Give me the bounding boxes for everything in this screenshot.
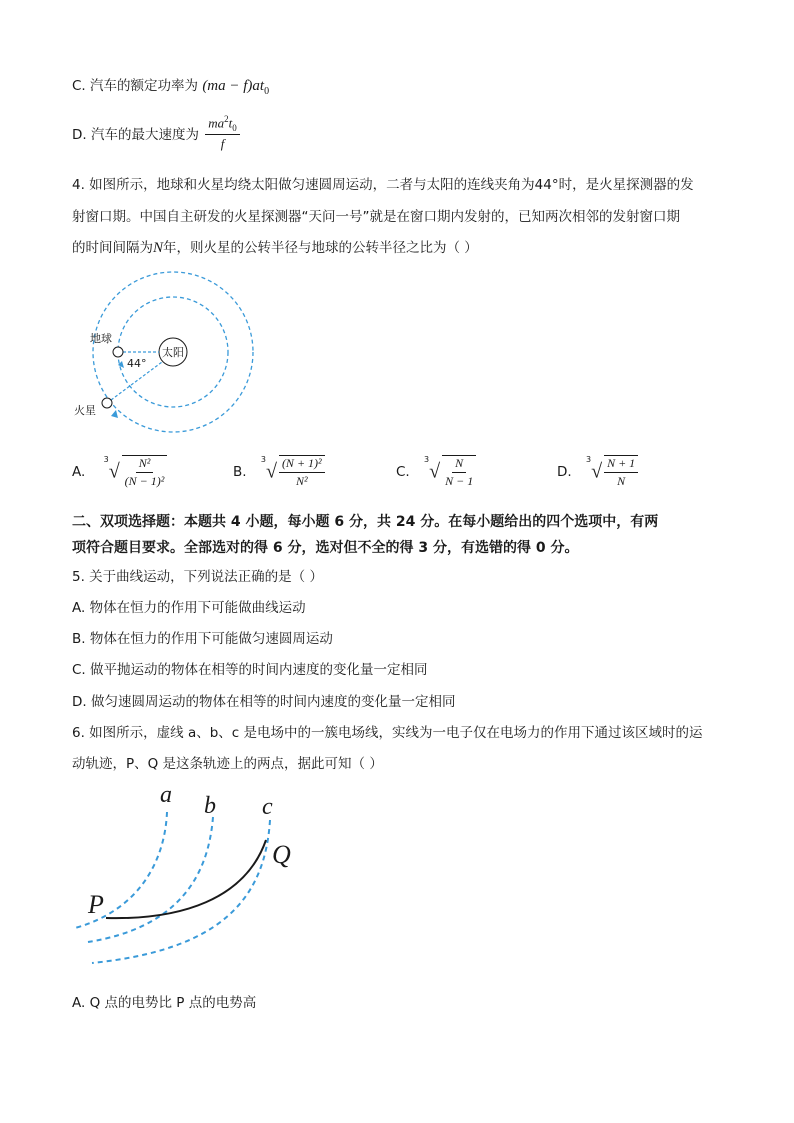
label-b: b [204, 793, 216, 819]
q3-option-c-label: C. 汽车的额定功率为 [72, 78, 199, 94]
label-a: a [160, 782, 172, 808]
q5-option-a: A. 物体在恒力的作用下可能做曲线运动 [72, 600, 306, 616]
q3-option-d-label: D. 汽车的最大速度为 [72, 126, 199, 143]
mars-label: 火星 [74, 404, 96, 417]
q5-option-d: D. 做匀速圆周运动的物体在相等的时间内速度的变化量一定相同 [72, 694, 456, 710]
q3-option-d [72, 114, 240, 152]
field-line-c [92, 820, 270, 963]
label-P: P [88, 890, 104, 919]
q4-option-d: D. $^3$√ $\frac{N + 1}{N}$ [557, 455, 638, 489]
earth-label: 地球 [90, 332, 112, 345]
section2-heading-line2: 项符合题目要求。全部选对的得 6 分，选对但不全的得 3 分，有选错的得 0 分。 [72, 540, 579, 556]
earth [113, 347, 123, 357]
q5-option-c: C. 做平抛运动的物体在相等的时间内速度的变化量一定相同 [72, 662, 428, 678]
q6-stem-line2: 动轨迹，P、Q 是这条轨迹上的两点，据此可知（ ） [72, 756, 383, 772]
mars [102, 398, 112, 408]
q4-stem-line1: 4. 如图所示，地球和火星均绕太阳做匀速圆周运动，二者与太阳的连线夹角为44°时，是火星探测器的发 [72, 177, 694, 193]
q4-option-a: A. $^3$√ $\frac{\text{N²}}{\text{(N − 1)²}}$ [72, 455, 167, 489]
q4-option-c: C. $^3$√ $\frac{N}{N - 1}$ [396, 455, 476, 489]
q3-option-c [72, 74, 269, 97]
field-line-b [88, 817, 213, 942]
q4-orbit-figure [74, 270, 270, 442]
q3-option-c-expr: $(ma - f)at_0$ [202, 78, 270, 97]
q4-option-b: B. $^3$√ $\frac{\text{(N + 1)²}}{\text{N²}}$ [233, 455, 325, 489]
q3-option-d-fraction: $\frac{ma^2t_0}{f}$ [205, 114, 240, 152]
q6-option-a: A. Q 点的电势比 P 点的电势高 [72, 995, 257, 1011]
q5-option-b: B. 物体在恒力的作用下可能做匀速圆周运动 [72, 631, 333, 647]
q4-stem-line2: 射窗口期。中国自主研发的火星探测器“天问一号”就是在窗口期内发射的，已知两次相邻的发射窗口期 [72, 209, 680, 225]
q6-field-figure [70, 780, 330, 970]
q5-stem: 5. 关于曲线运动，下列说法正确的是（ ） [72, 569, 323, 585]
label-Q: Q [272, 840, 291, 869]
section2-heading-line1: 二、双项选择题：本题共 4 小题，每小题 6 分，共 24 分。在每小题给出的四个选项中，有两 [72, 514, 659, 530]
electron-trajectory [106, 840, 266, 918]
q6-stem-line1: 6. 如图所示，虚线 a、b、c 是电场中的一簇电场线，实线为一电子仅在电场力的作用下通过该区域时的运 [72, 725, 703, 741]
label-c: c [262, 794, 273, 820]
sun-label: 太阳 [162, 346, 184, 359]
q4-stem-line3: 的时间间隔为N年，则火星的公转半径与地球的公转半径之比为（ ） [72, 240, 478, 256]
mars-orbit-arrow [111, 410, 118, 418]
angle-label: 44° [127, 357, 147, 370]
